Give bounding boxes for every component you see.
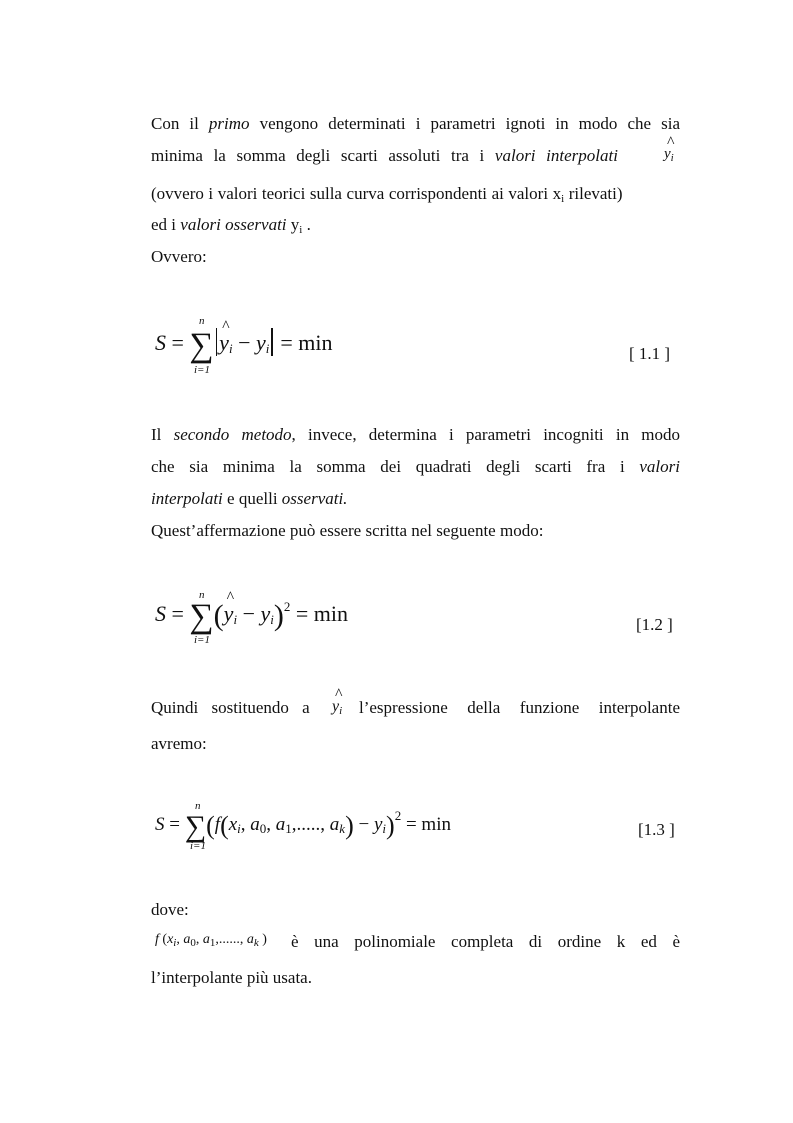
para2-line3: interpolati e quelli osservati. xyxy=(151,489,348,508)
para1-line5: Ovvero: xyxy=(151,247,207,266)
para1-line4: ed i valori osservati $y_i$ . xyxy=(151,215,311,236)
para3-line2: avremo: xyxy=(151,734,207,753)
para1-line2: minima la somma degli scarti assoluti tra i valori interpolati xyxy=(151,146,618,165)
para3-line1-a: Quindi sostituendo a xyxy=(151,698,310,717)
para3-line1-b: l’espressione della funzione interpolante xyxy=(359,698,680,717)
function-inline: f ($x_i$, $a_0$, $a_1$,......, $a_k$ ) xyxy=(155,932,267,949)
para2-line4: Quest’affermazione può essere scritta nel seguente modo: xyxy=(151,521,544,540)
yhat-inline-1: ^ $y_i$ xyxy=(664,146,674,164)
para2-line2: che sia minima la somma dei quadrati degli scarti fra i valori xyxy=(151,457,680,476)
equation-label-1-3: [1.3 ] xyxy=(638,820,675,839)
yhat-inline-2: ^ $y_i$ xyxy=(332,698,342,717)
equation-label-1-1: [ 1.1 ] xyxy=(629,344,671,363)
equation-label-1-2: [1.2 ] xyxy=(636,615,673,634)
para4-line3: l’interpolante più usata. xyxy=(151,968,312,987)
para4-line1: dove: xyxy=(151,900,189,919)
para1-line3: (ovvero i valori teorici sulla curva corrispondenti ai valori $x_i$ rilevati) xyxy=(151,184,623,205)
para2-line1: Il secondo metodo, invece, determina i parametri incogniti in modo xyxy=(151,425,680,444)
para1-line1: Con il primo vengono determinati i parametri ignoti in modo che sia xyxy=(151,114,680,133)
para4-line2: è una polinomiale completa di ordine k ed è xyxy=(291,932,680,951)
